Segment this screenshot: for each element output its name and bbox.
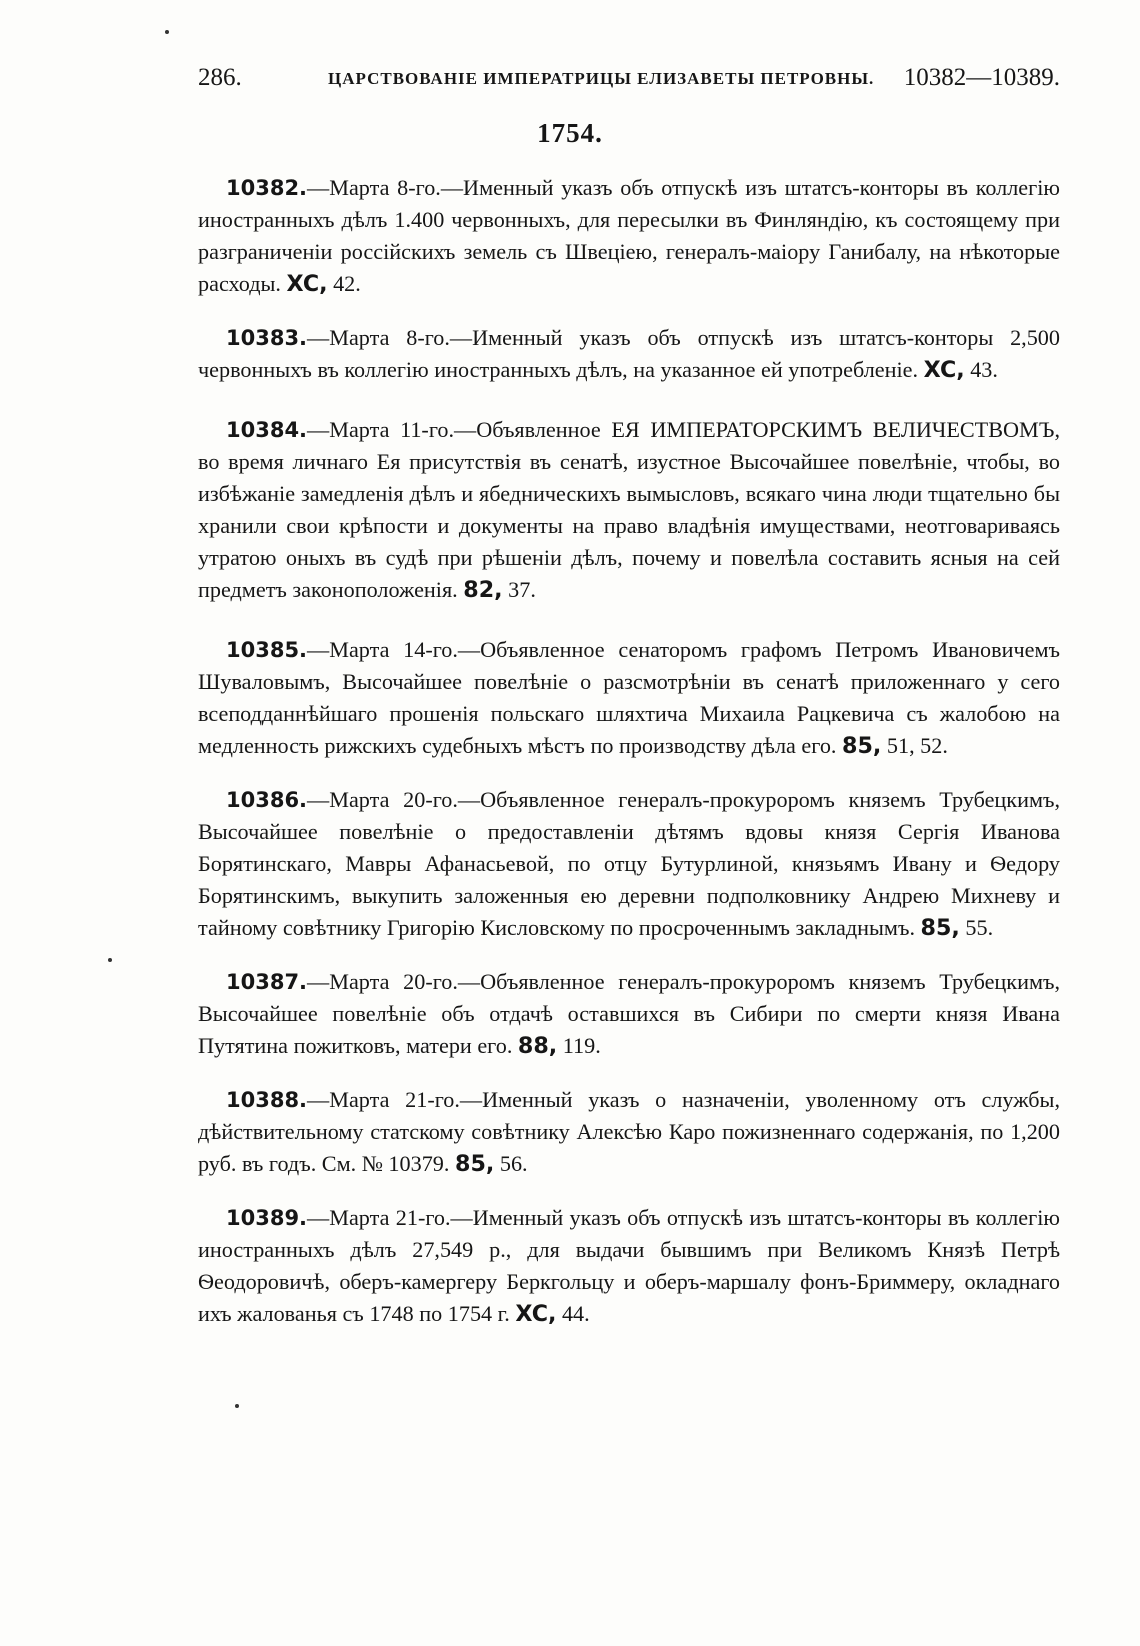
entry-number: 10386. bbox=[226, 788, 308, 812]
entry-text: —Марта 11-го.—Объявленное ЕЯ ИМПЕРАТОРСКИМЪ ВЕЛИЧЕСТВОМЪ, во время личнаго Ея присутствія въ сенатѣ, изустное Высочайшее повелѣніе, чтобы, во избѣжаніе замедленія дѣлъ и ябедническихъ вымысловъ, всякаго чина люди тщательно бы хранили свои крѣпости и документы на право владѣнія имуществами, неотговариваясь утратою оныхъ въ судѣ при рѣшеніи дѣлъ, почему и повелѣла составить ясныя на сей предметъ законоположенія. bbox=[198, 417, 1060, 602]
volume-ref: XC, bbox=[923, 357, 965, 383]
entry bbox=[198, 414, 1060, 606]
entry bbox=[198, 784, 1060, 944]
entry bbox=[198, 172, 1060, 300]
entry-text: —Марта 21-го.—Именный указъ о назначеніи, уволенному отъ службы, дѣйствительному статскому совѣтнику Алексѣю Каро пожизненнаго содержанія, по 1,200 руб. въ годъ. См. № 10379. bbox=[198, 1087, 1060, 1176]
entry-number: 10389. bbox=[226, 1206, 308, 1230]
page-ref: 43. bbox=[970, 357, 998, 382]
entry-text: —Марта 20-го.—Объявленное генералъ-прокуроромъ княземъ Трубецкимъ, Высочайшее повелѣніе о предоставленіи дѣтямъ вдовы князя Сергія Иванова Борятинскаго, Мавры Афанасьевой, по отцу Бутурлиной, князьямъ Ивану и Ѳедору Борятинскимъ, выкупить заложенныя ею деревни подполковнику Андрею Михневу и тайному совѣтнику Григорію Кисловскому по просроченнымъ закладнымъ. bbox=[198, 787, 1060, 940]
page-ref: 51, 52. bbox=[886, 733, 948, 758]
page-ref: 44. bbox=[561, 1301, 590, 1326]
volume-ref: 82, bbox=[463, 577, 503, 603]
entry-number: 10387. bbox=[226, 970, 308, 994]
entry-text: —Марта 14-го.—Объявленное сенаторомъ графомъ Петромъ Ивановичемъ Шуваловымъ, Высочайшее повелѣніе о разсмотрѣніи въ сенатѣ приложеннаго у сего всеподданнѣйшаго прошенія польскаго шляхтича Михаила Рацкевича съ жалобою на медленность рижскихъ судебныхъ мѣстъ по производству дѣла его. bbox=[198, 637, 1060, 758]
entry-text: —Марта 8-го.—Именный указъ объ отпускѣ изъ штатсъ-конторы въ коллегію иностранныхъ дѣлъ 1.400 червонныхъ, для пересылки въ Финляндію, къ состоящему при разграниченіи россійскихъ земель съ Швеціею, генералъ-маіору Ганибалу, на нѣкоторые расходы. bbox=[198, 175, 1060, 296]
entry-number: 10388. bbox=[226, 1088, 308, 1112]
page-ref: 37. bbox=[508, 577, 536, 602]
margin-speck bbox=[108, 958, 112, 962]
page-ref: 55. bbox=[965, 915, 994, 940]
page-ref: 56. bbox=[499, 1151, 528, 1176]
entry bbox=[198, 966, 1060, 1062]
volume-ref: 85, bbox=[920, 915, 960, 941]
entry-number: 10382. bbox=[226, 176, 308, 200]
entry-text: —Марта 21-го.—Именный указъ объ отпускѣ изъ штатсъ-конторы въ коллегію иностранныхъ дѣлъ 27,549 р., для выдачи бывшимъ при Великомъ Князѣ Петрѣ Ѳеодоровичѣ, оберъ-камергеру Беркгольцу и оберъ-маршалу фонъ-Бриммеру, окладнаго ихъ жалованья съ 1748 по 1754 г. bbox=[198, 1205, 1060, 1326]
page-ref: 119. bbox=[562, 1033, 601, 1058]
entry bbox=[198, 1084, 1060, 1180]
volume-ref: XC, bbox=[286, 271, 328, 297]
entry-text: —Марта 8-го.—Именный указъ объ отпускѣ изъ штатсъ-конторы 2,500 червонныхъ въ коллегію иностранныхъ дѣлъ, на указанное ей употребленіе. bbox=[198, 325, 1060, 382]
running-title: ЦАРСТВОВАНІЕ ИМПЕРАТРИЦЫ ЕЛИЗАВЕТЫ ПЕТРОВНЫ. bbox=[328, 69, 875, 88]
entry-text: —Марта 20-го.—Объявленное генералъ-прокуроромъ княземъ Трубецкимъ, Высочайшее повелѣніе объ отдачѣ оставшихся въ Сибири по смерти князя Ивана Путятина пожитковъ, матери его. bbox=[198, 969, 1060, 1058]
entry bbox=[198, 634, 1060, 762]
entry-range: 10382—10389. bbox=[903, 64, 1060, 91]
page-number: 286. bbox=[198, 64, 242, 91]
page-ref: 42. bbox=[333, 271, 361, 296]
volume-ref: 85, bbox=[455, 1151, 495, 1177]
year-heading: 1754. bbox=[537, 118, 603, 148]
margin-speck bbox=[235, 1404, 239, 1408]
volume-ref: 85, bbox=[842, 733, 882, 759]
entry-number: 10385. bbox=[226, 638, 308, 662]
volume-ref: 88, bbox=[517, 1033, 558, 1059]
margin-speck bbox=[165, 30, 169, 34]
entries-list bbox=[198, 172, 1060, 1352]
running-header bbox=[198, 64, 1060, 98]
entry bbox=[198, 322, 1060, 386]
volume-ref: XC, bbox=[515, 1301, 557, 1327]
entry-number: 10383. bbox=[226, 326, 308, 350]
entry bbox=[198, 1202, 1060, 1330]
entry-number: 10384. bbox=[226, 418, 308, 442]
